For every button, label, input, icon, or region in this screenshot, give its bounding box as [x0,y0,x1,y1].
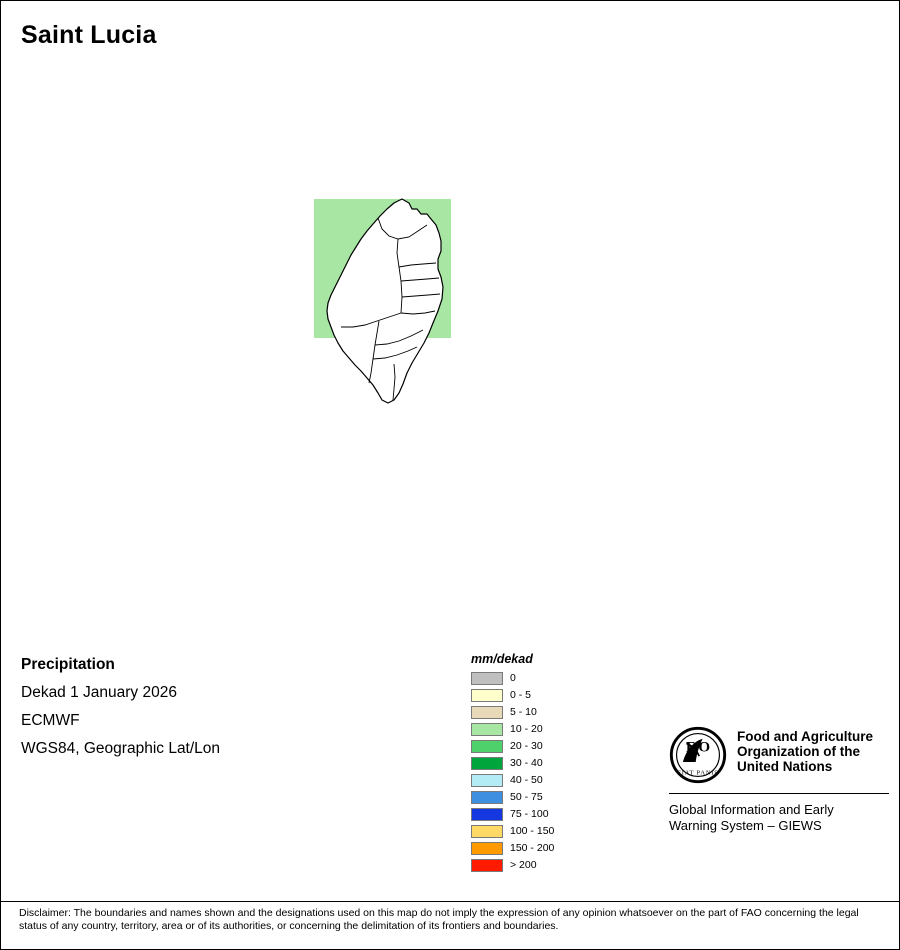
legend-swatch [471,774,503,787]
caption-line-period: Dekad 1 January 2026 [21,684,177,701]
fao-name-line2: Organization of the [737,744,860,759]
island-outline [327,199,443,403]
giews-line2: Warning System – GIEWS [669,818,822,833]
legend-item [471,721,554,738]
legend-item [471,823,554,840]
legend-swatch [471,859,503,872]
fao-logo-icon [669,726,727,784]
legend-label: > 200 [510,859,537,871]
disclaimer-divider [1,901,899,902]
legend-label: 150 - 200 [510,842,555,854]
legend-item [471,738,554,755]
disclaimer-text: Disclaimer: The boundaries and names shown and the designations used on this map do not imply the expression of any opinion whatsoever on the part of FAO concerning the legal status of any country, territory, area or of its authorities, or concerning the delimitation of its frontiers and boundaries. [19,907,859,932]
legend-swatch [471,842,503,855]
legend-label: 75 - 100 [510,808,549,820]
fao-branding [669,726,889,834]
legend-item [471,772,554,789]
legend-swatch [471,723,503,736]
legend-label: 30 - 40 [510,757,543,769]
legend-swatch [471,740,503,753]
svg-text:F O: F O [685,739,711,756]
legend-item [471,857,554,874]
legend-swatch [471,672,503,685]
svg-text:FIAT PANIS: FIAT PANIS [677,769,719,777]
legend-label: 10 - 20 [510,723,543,735]
legend-swatch [471,689,503,702]
legend-label: 0 [510,672,516,684]
caption-line-source: ECMWF [21,712,80,729]
caption-line-variable: Precipitation [21,656,115,673]
map-canvas [281,181,541,451]
fao-name-line1: Food and Agriculture [737,729,873,744]
caption-line-projection: WGS84, Geographic Lat/Lon [21,740,221,757]
saint-lucia-island-map [281,181,541,451]
legend-item [471,687,554,704]
legend-title: mm/dekad [471,652,533,666]
map-caption [21,656,441,768]
legend-swatch [471,825,503,838]
legend-item [471,755,554,772]
legend-label: 100 - 150 [510,825,555,837]
fao-name-line3: United Nations [737,759,833,774]
legend-swatch [471,808,503,821]
giews-subtitle [669,802,889,834]
legend-item [471,806,554,823]
legend-item [471,789,554,806]
legend-item [471,670,554,687]
legend-label: 40 - 50 [510,774,543,786]
legend-label: 20 - 30 [510,740,543,752]
legend-swatch [471,791,503,804]
legend-swatch [471,706,503,719]
fao-divider [669,793,889,794]
page-title: Saint Lucia [21,21,157,49]
legend-swatch [471,757,503,770]
legend-label: 5 - 10 [510,706,537,718]
legend-label: 50 - 75 [510,791,543,803]
fao-organization-name [737,726,873,774]
legend-item [471,840,554,857]
giews-line1: Global Information and Early [669,802,834,817]
legend-item [471,704,554,721]
map-legend [471,652,554,874]
legend-label: 0 - 5 [510,689,532,701]
